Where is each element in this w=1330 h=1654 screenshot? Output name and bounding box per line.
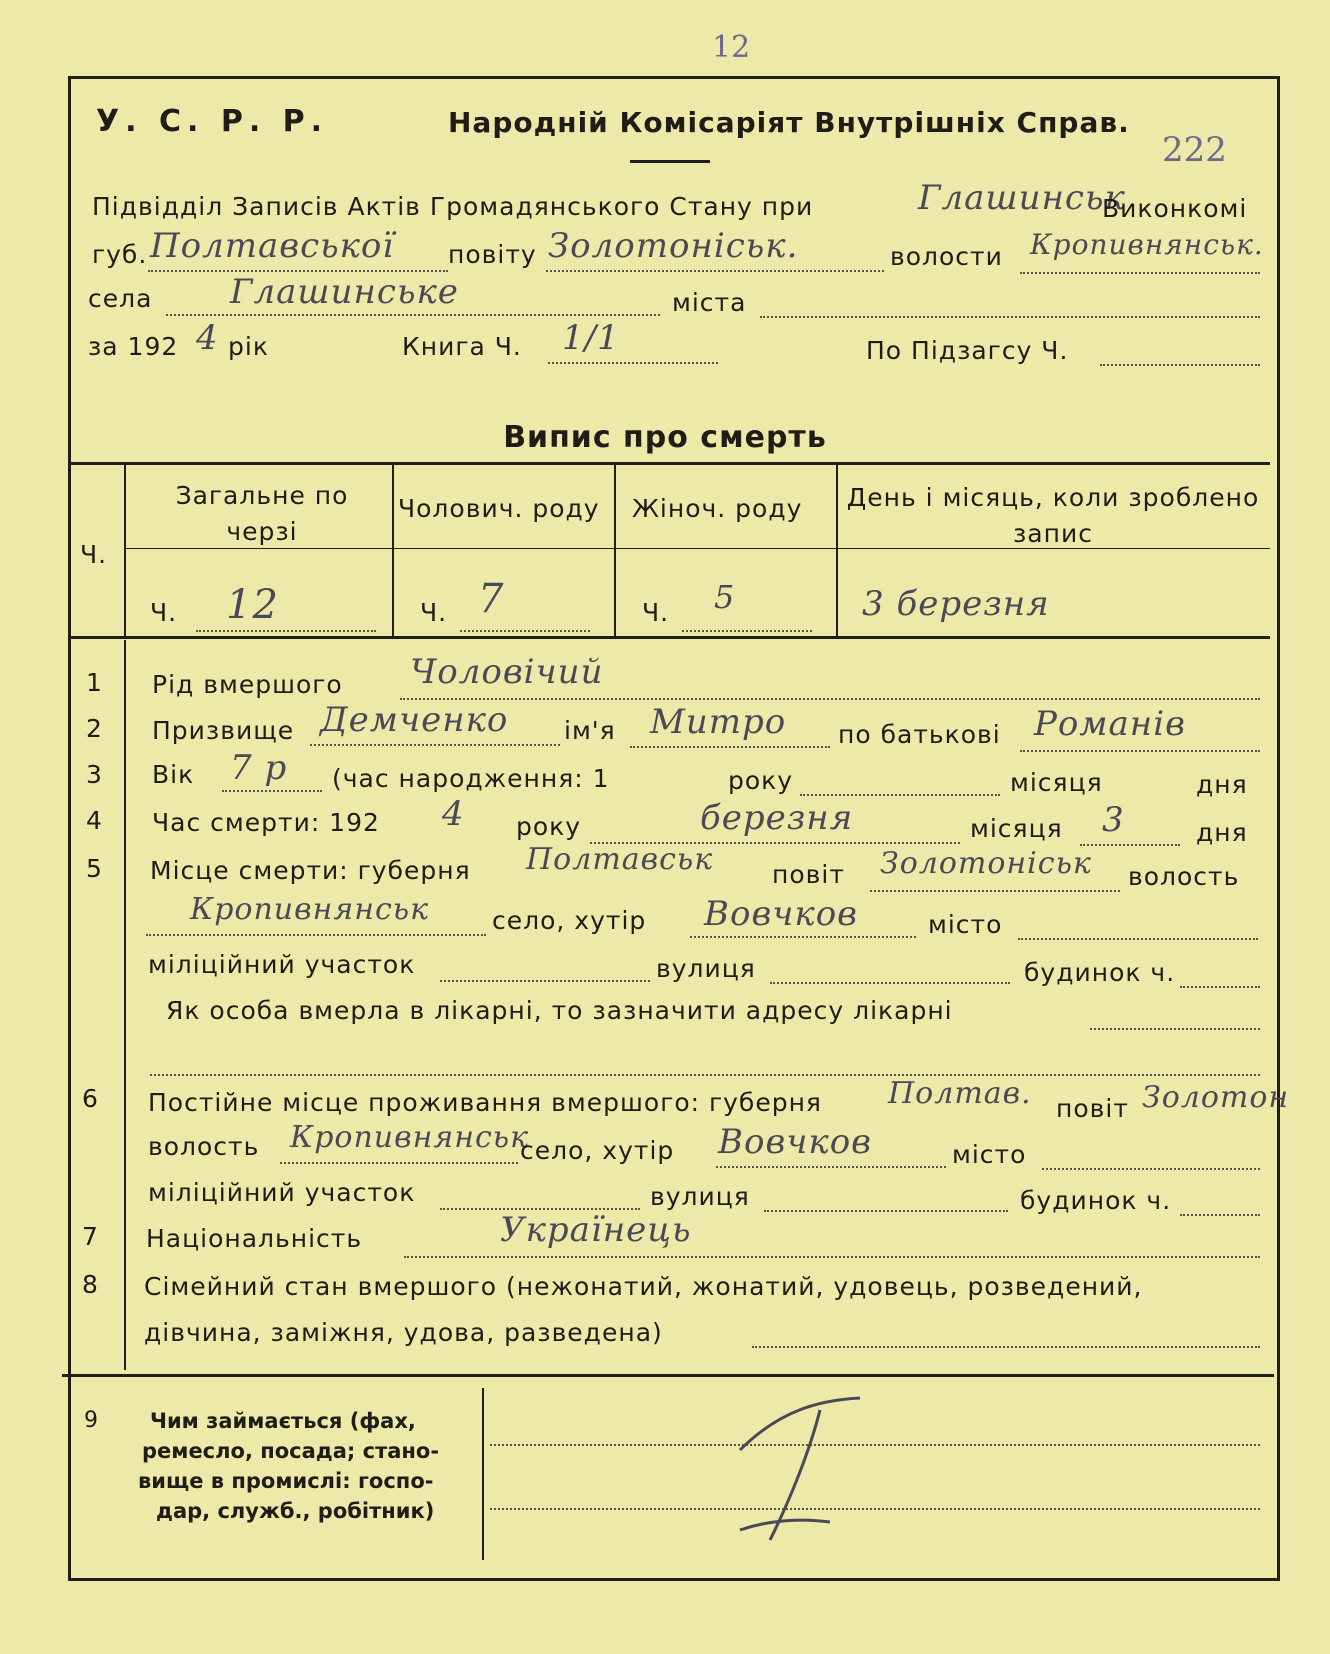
row-5-street: вулиця bbox=[656, 954, 756, 983]
row-5-volost-hand: Кропивнянськ bbox=[190, 892, 430, 927]
row-6-house-line bbox=[1180, 1214, 1260, 1216]
row-6-misto-line bbox=[1042, 1168, 1260, 1170]
count-ch-label: Ч. bbox=[80, 540, 108, 569]
row-6-label: Постійне місце проживання вмершого: губерня bbox=[148, 1088, 822, 1117]
row-5-gub-hand: Полтавськ bbox=[526, 842, 714, 877]
sela-line bbox=[166, 314, 660, 316]
row-5-street-line bbox=[770, 982, 1010, 984]
row-1-hand: Чоловічий bbox=[410, 652, 604, 692]
sela-label: села bbox=[88, 284, 153, 313]
row-6-number: 6 bbox=[82, 1084, 98, 1113]
volost-hand: Кропивнянськ. bbox=[1030, 228, 1264, 261]
row-7-label: Національність bbox=[146, 1224, 363, 1253]
row-3-label: Вік bbox=[152, 760, 195, 789]
row-5-militia-line bbox=[440, 980, 650, 982]
row-5-povit: повіт bbox=[772, 860, 845, 889]
row-2-number: 2 bbox=[86, 714, 102, 743]
gub-label: губ. bbox=[92, 240, 148, 269]
row-5-povit-hand: Золотоніськ bbox=[880, 846, 1092, 881]
row-4-day-line bbox=[1080, 844, 1180, 846]
general-ch: Ч. bbox=[150, 598, 178, 627]
row-9-top-border bbox=[62, 1374, 1274, 1377]
row-9-caption-1: Чим займається (фах, bbox=[150, 1409, 416, 1433]
row-3-year-line bbox=[800, 794, 1000, 796]
row-5-hospital-line bbox=[1090, 1028, 1260, 1030]
table-top-border bbox=[70, 462, 1270, 465]
table-divider-4 bbox=[836, 464, 838, 636]
row-1-line bbox=[400, 698, 1260, 700]
row-5-selo: село, хутір bbox=[492, 906, 647, 935]
year-suffix: рік bbox=[228, 332, 269, 361]
row-9-caption-3: вище в промислі: госпо- bbox=[138, 1469, 434, 1493]
general-value: 12 bbox=[226, 582, 279, 628]
female-line bbox=[682, 630, 812, 632]
row-2-surname: Демченко bbox=[320, 700, 509, 740]
row-9-number: 9 bbox=[84, 1408, 98, 1433]
row-2-label: Призвище bbox=[152, 716, 295, 745]
row-4-year: року bbox=[516, 812, 582, 841]
male-line bbox=[460, 630, 590, 632]
mista-label: міста bbox=[672, 288, 747, 317]
general-header: Загальне по черзі bbox=[175, 481, 349, 546]
row-3-number: 3 bbox=[86, 760, 102, 789]
row-7-line bbox=[404, 1256, 1260, 1258]
male-value: 7 bbox=[478, 576, 505, 622]
book-label: Книга Ч. bbox=[402, 332, 522, 361]
row-3-day: дня bbox=[1196, 770, 1248, 799]
row-6-gub-hand: Полтав. bbox=[888, 1076, 1032, 1111]
subsection-line bbox=[1100, 364, 1260, 366]
povit-hand: Золотоніськ. bbox=[548, 226, 799, 266]
table-divider-3 bbox=[614, 464, 616, 636]
row-9-divider bbox=[482, 1388, 484, 1560]
table-divider-2 bbox=[392, 464, 394, 636]
row-8-number: 8 bbox=[82, 1270, 98, 1299]
row-6-selo-line bbox=[716, 1166, 946, 1168]
row-6-selo-hand: Вовчков bbox=[718, 1122, 872, 1162]
row-2-name: Митро bbox=[650, 702, 787, 742]
male-ch: Ч. bbox=[420, 598, 448, 627]
row-5-volost-line bbox=[146, 934, 486, 936]
row-6-militia: міліційний участок bbox=[148, 1178, 416, 1207]
female-ch: Ч. bbox=[642, 598, 670, 627]
povit-line bbox=[546, 270, 884, 272]
row-6-volost-hand: Кропивнянськ bbox=[290, 1120, 530, 1155]
row-6-povit: повіт bbox=[1056, 1094, 1129, 1123]
row-4-month-hand: березня bbox=[700, 798, 854, 838]
gub-hand: Полтавської bbox=[150, 226, 395, 266]
republic-title: У. С. Р. Р. bbox=[96, 104, 329, 139]
row-5-label: Місце смерти: губерня bbox=[150, 856, 471, 885]
row-9-caption-2: ремесло, посада; стано- bbox=[142, 1439, 440, 1463]
row-5-house-line bbox=[1180, 986, 1260, 988]
row-5-misto-line bbox=[1018, 938, 1258, 940]
row-3-age-line bbox=[222, 790, 322, 792]
row-6-street: вулиця bbox=[650, 1182, 750, 1211]
row-4-year-hand: 4 bbox=[442, 794, 465, 834]
row-5-selo-line bbox=[690, 936, 916, 938]
book-hand: 1/1 bbox=[562, 318, 620, 358]
table-bottom-border bbox=[70, 636, 1270, 639]
row-3-month: місяця bbox=[1010, 768, 1103, 797]
book-line bbox=[548, 362, 718, 364]
row-6-misto: місто bbox=[952, 1140, 1027, 1169]
year-hand: 4 bbox=[196, 318, 219, 358]
row-5-selo-hand: Вовчков bbox=[704, 894, 858, 934]
volost-line bbox=[1020, 272, 1260, 274]
row-7-hand: Українець bbox=[500, 1210, 692, 1250]
row-5-militia: міліційний участок bbox=[148, 950, 416, 979]
row-5-hospital: Як особа вмерла в лікарні, то зазначити адресу лікарні bbox=[166, 996, 953, 1025]
row-7-number: 7 bbox=[82, 1222, 98, 1251]
top-mark: 12 bbox=[712, 30, 751, 65]
row-4-month: місяця bbox=[970, 814, 1063, 843]
table-divider-1 bbox=[124, 464, 126, 636]
row-6-volost-line bbox=[280, 1162, 518, 1164]
female-value: 5 bbox=[714, 578, 736, 616]
sela-hand: Глашинське bbox=[230, 272, 459, 312]
row-2-name-label: ім'я bbox=[564, 716, 616, 745]
row-3-birth: (час народження: 1 bbox=[332, 764, 610, 793]
row-5-number: 5 bbox=[86, 854, 102, 883]
row-4-number: 4 bbox=[86, 806, 102, 835]
row-8-line bbox=[752, 1346, 1260, 1348]
row-8-label: Сімейний стан вмершого (нежонатий, жонатий, удовець, розведений, bbox=[144, 1272, 1143, 1301]
row-3-year: року bbox=[728, 766, 794, 795]
row-1-number: 1 bbox=[86, 668, 102, 697]
row-8-label-2: дівчина, заміжня, удова, разведена) bbox=[144, 1318, 663, 1347]
row-5-hospital-line-2 bbox=[150, 1074, 1260, 1076]
row-6-povit-hand: Золотон bbox=[1142, 1080, 1290, 1115]
corner-mark: 222 bbox=[1162, 130, 1227, 170]
subsection-label: По Підзагсу Ч. bbox=[866, 336, 1069, 365]
number-column-divider bbox=[124, 640, 126, 1370]
registry-line-1: Підвідділ Записів Актів Громадянського Стану при bbox=[92, 192, 814, 221]
row-2-father-label: по батькові bbox=[838, 720, 1001, 749]
ministry-title: Народній Комісаріят Внутрішніх Справ. bbox=[448, 106, 1130, 139]
row-4-day-hand: 3 bbox=[1102, 800, 1125, 840]
row-6-street-line bbox=[764, 1210, 1008, 1212]
document-title: Випис про смерть bbox=[503, 420, 827, 455]
row-5-povit-line bbox=[870, 890, 1120, 892]
year-label: за 192 bbox=[88, 332, 179, 361]
row-3-age: 7 р bbox=[230, 748, 288, 788]
row-5-misto: місто bbox=[928, 910, 1003, 939]
volost-label: волости bbox=[890, 242, 1003, 271]
female-header: Жіноч. роду bbox=[632, 494, 803, 523]
date-value: 3 березня bbox=[862, 584, 1050, 624]
povit-label: повіту bbox=[448, 240, 537, 269]
row-2-surname-line bbox=[310, 744, 560, 746]
row-6-selo: село, хутір bbox=[520, 1136, 675, 1165]
row-2-name-line bbox=[630, 746, 830, 748]
row-9-caption-4: дар, служб., робітник) bbox=[156, 1499, 435, 1523]
male-header: Чолович. роду bbox=[398, 494, 600, 523]
header-divider bbox=[630, 160, 710, 163]
row-1-label: Рід вмершого bbox=[152, 670, 343, 699]
date-header: День і місяць, коли зроблено запис bbox=[846, 483, 1260, 548]
row-5-volost: волость bbox=[1128, 862, 1240, 891]
executive-committee-suffix: Виконкомі bbox=[1102, 194, 1248, 223]
row-6-volost: волость bbox=[148, 1132, 260, 1161]
mista-line bbox=[760, 316, 1260, 318]
row-2-father-line bbox=[1020, 750, 1260, 752]
row-4-day: дня bbox=[1196, 818, 1248, 847]
row-9-dash-mark bbox=[620, 1390, 880, 1550]
general-line bbox=[196, 630, 376, 632]
row-2-father: Романів bbox=[1034, 704, 1186, 744]
row-5-house: будинок ч. bbox=[1024, 958, 1176, 987]
row-6-house: будинок ч. bbox=[1020, 1186, 1172, 1215]
executive-committee-hand: Глашинськ bbox=[918, 178, 1126, 218]
row-4-label: Час смерти: 192 bbox=[152, 808, 380, 837]
